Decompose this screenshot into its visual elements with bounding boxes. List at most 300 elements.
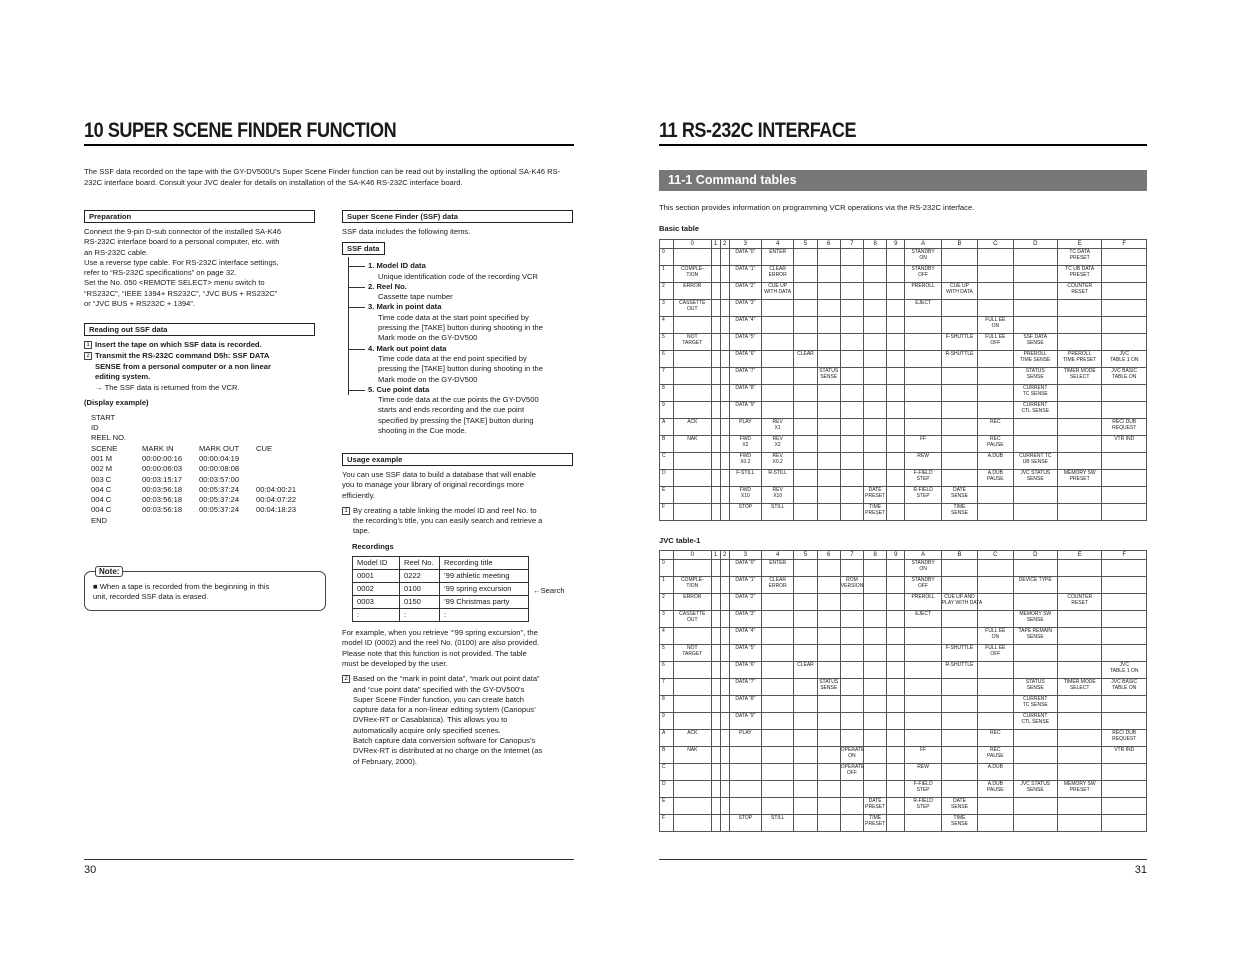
command-row <box>660 385 1147 402</box>
command-cell: TIME PRESET <box>864 504 887 521</box>
command-cell <box>817 317 840 334</box>
command-cell <box>711 815 720 832</box>
bracket-tick <box>348 307 365 308</box>
command-cell <box>817 453 840 470</box>
command-cell <box>674 249 711 266</box>
command-cell <box>1013 283 1057 300</box>
command-cell <box>864 560 887 577</box>
command-cell <box>864 402 887 419</box>
command-cell <box>720 594 729 611</box>
command-cell <box>905 679 941 696</box>
command-cell: MEMORY SW PRESET <box>1057 781 1101 798</box>
command-cell <box>711 730 720 747</box>
display-cell <box>199 433 256 443</box>
command-column-header: 6 <box>817 240 840 249</box>
command-cell <box>887 747 905 764</box>
command-row-header: 9 <box>660 402 674 419</box>
command-cell <box>941 560 977 577</box>
command-cell <box>1102 713 1147 730</box>
command-cell <box>840 662 863 679</box>
command-cell: DATA “1” <box>729 266 761 283</box>
command-cell <box>794 419 817 436</box>
command-cell <box>840 628 863 645</box>
command-cell <box>978 283 1013 300</box>
command-cell <box>1102 628 1147 645</box>
command-cell <box>794 266 817 283</box>
command-cell <box>1102 504 1147 521</box>
command-cell: F-SHUTTLE <box>941 334 977 351</box>
command-cell <box>794 713 817 730</box>
command-cell: R-SHUTTLE <box>941 351 977 368</box>
command-row <box>660 300 1147 317</box>
command-cell <box>817 628 840 645</box>
command-cell: STILL <box>762 504 794 521</box>
command-cell: F-FIELD STEP <box>905 470 941 487</box>
command-cell <box>840 300 863 317</box>
bracket-tick <box>348 390 365 391</box>
command-cell <box>674 662 711 679</box>
command-cell <box>817 815 840 832</box>
command-cell <box>978 798 1013 815</box>
display-cell: MARK IN <box>142 443 174 453</box>
command-cell <box>864 300 887 317</box>
command-cell <box>1013 594 1057 611</box>
command-cell <box>1102 611 1147 628</box>
command-column-header: 5 <box>794 551 817 560</box>
command-cell <box>905 334 941 351</box>
command-cell: STANDBY ON <box>905 560 941 577</box>
command-cell <box>711 453 720 470</box>
command-cell <box>1102 577 1147 594</box>
command-cell <box>1013 300 1057 317</box>
command-cell: JVC TABLE 1 ON <box>1102 351 1147 368</box>
command-cell: REV X0.2 <box>762 453 794 470</box>
note-text <box>93 582 317 602</box>
command-row-header: 5 <box>660 645 674 662</box>
command-cell <box>978 696 1013 713</box>
command-row <box>660 283 1147 300</box>
command-cell <box>817 470 840 487</box>
command-cell: F-FIELD STEP <box>905 781 941 798</box>
command-column-header: 3 <box>729 551 761 560</box>
bracket-tick <box>348 266 365 267</box>
command-column-header: C <box>978 240 1013 249</box>
command-cell <box>674 628 711 645</box>
command-cell <box>864 453 887 470</box>
recordings-cell: Model ID <box>353 557 400 570</box>
command-cell <box>864 266 887 283</box>
command-cell <box>720 249 729 266</box>
command-cell <box>1102 798 1147 815</box>
display-cell: 004 C <box>91 505 112 515</box>
command-cell <box>864 628 887 645</box>
command-cell <box>711 249 720 266</box>
command-cell <box>978 560 1013 577</box>
command-cell: OPERATE OFF <box>840 764 863 781</box>
command-cell <box>817 560 840 577</box>
command-cell <box>762 713 794 730</box>
display-cell <box>199 516 256 526</box>
command-cell <box>794 334 817 351</box>
command-cell: CLEAR ERROR <box>762 266 794 283</box>
command-row-header: 1 <box>660 577 674 594</box>
command-cell <box>1057 747 1101 764</box>
display-example-heading: (Display example) <box>84 398 149 408</box>
command-row-header: 2 <box>660 283 674 300</box>
command-cell <box>840 487 863 504</box>
command-cell <box>794 249 817 266</box>
command-row-header: D <box>660 470 674 487</box>
command-cell: EJECT <box>905 300 941 317</box>
step-text: Insert the tape on which SSF data is recorded. <box>95 340 262 349</box>
command-cell: DATA “5” <box>729 645 761 662</box>
display-example-table <box>91 413 306 526</box>
command-column-header: 4 <box>762 551 794 560</box>
command-row <box>660 560 1147 577</box>
command-column-header: 7 <box>840 551 863 560</box>
command-row-header: A <box>660 419 674 436</box>
command-cell <box>941 730 977 747</box>
command-cell <box>1102 453 1147 470</box>
command-cell <box>794 436 817 453</box>
command-cell <box>840 368 863 385</box>
ssf-item <box>348 385 573 436</box>
command-row-header: C <box>660 453 674 470</box>
command-cell <box>1013 317 1057 334</box>
command-cell <box>817 249 840 266</box>
command-intro: This section provides information on programming VCR operations via the RS-232C interface. <box>659 203 975 212</box>
command-cell <box>711 560 720 577</box>
command-cell: STANDBY OFF <box>905 577 941 594</box>
command-cell <box>711 487 720 504</box>
command-cell: VTR IND <box>1102 436 1147 453</box>
command-cell <box>720 283 729 300</box>
page-title: 11 RS-232C INTERFACE <box>659 119 857 142</box>
command-cell <box>720 815 729 832</box>
command-row-header: 7 <box>660 368 674 385</box>
command-row-header: 9 <box>660 713 674 730</box>
command-cell <box>720 679 729 696</box>
text-line: tape. <box>353 526 370 536</box>
command-cell <box>674 368 711 385</box>
command-row-header: 8 <box>660 385 674 402</box>
recordings-cell: 0001 <box>353 570 400 583</box>
command-column-header: 9 <box>887 551 905 560</box>
command-cell <box>978 594 1013 611</box>
usage-heading: Usage example <box>342 453 573 466</box>
command-cell <box>864 368 887 385</box>
command-row <box>660 368 1147 385</box>
command-cell <box>1057 402 1101 419</box>
display-cell <box>256 413 306 423</box>
command-cell <box>941 249 977 266</box>
command-cell <box>941 368 977 385</box>
command-cell <box>762 662 794 679</box>
display-cell <box>142 413 199 423</box>
command-cell <box>887 594 905 611</box>
display-cell: 00:03:15:17 <box>142 474 183 484</box>
command-cell <box>887 764 905 781</box>
display-row <box>91 485 306 495</box>
display-cell <box>256 433 306 443</box>
command-cell <box>864 764 887 781</box>
command-cell <box>762 594 794 611</box>
command-cell: A.DUB PAUSE <box>978 470 1013 487</box>
usage-item-1 <box>342 506 573 537</box>
command-cell <box>941 781 977 798</box>
display-row <box>91 475 306 485</box>
command-cell <box>817 594 840 611</box>
command-cell: R-FIELD STEP <box>905 798 941 815</box>
command-row-header: B <box>660 436 674 453</box>
command-cell <box>905 713 941 730</box>
text-line: Super Scene Finder function, you can create batch <box>353 694 524 704</box>
command-row <box>660 662 1147 679</box>
command-cell <box>711 283 720 300</box>
command-cell <box>762 679 794 696</box>
command-column-header: 1 <box>711 240 720 249</box>
command-cell <box>720 436 729 453</box>
command-cell <box>1057 334 1101 351</box>
command-column-header: A <box>905 240 941 249</box>
command-cell <box>720 487 729 504</box>
command-cell <box>905 351 941 368</box>
command-cell <box>720 351 729 368</box>
ssf-item-title: 3. Mark in point data <box>368 302 442 312</box>
command-cell: DATA “9” <box>729 402 761 419</box>
command-cell <box>1057 419 1101 436</box>
command-cell: REC <box>978 730 1013 747</box>
command-cell <box>905 317 941 334</box>
display-cell: 002 M <box>91 464 113 474</box>
ssf-item-title: 2. Reel No. <box>368 281 407 291</box>
item-text <box>353 506 542 537</box>
command-cell <box>1102 487 1147 504</box>
command-cell <box>887 266 905 283</box>
command-cell: PLAY <box>729 730 761 747</box>
display-row <box>91 454 306 464</box>
command-cell <box>711 679 720 696</box>
recordings-cell: : <box>440 609 529 622</box>
command-cell <box>978 402 1013 419</box>
command-cell <box>762 645 794 662</box>
ssf-item-desc: Mark mode on the GY-DV500 <box>378 374 478 384</box>
command-column-header: 8 <box>864 551 887 560</box>
command-cell: STOP <box>729 504 761 521</box>
command-cell <box>864 594 887 611</box>
command-cell: JVC STATUS SENSE <box>1013 781 1057 798</box>
command-cell <box>794 798 817 815</box>
command-cell <box>978 249 1013 266</box>
command-cell <box>887 611 905 628</box>
command-cell <box>887 334 905 351</box>
command-cell <box>794 696 817 713</box>
command-cell: PLAY <box>729 419 761 436</box>
command-cell <box>941 385 977 402</box>
command-cell <box>887 351 905 368</box>
command-row-header: E <box>660 487 674 504</box>
command-row-header: D <box>660 781 674 798</box>
command-cell <box>978 815 1013 832</box>
command-cell <box>762 764 794 781</box>
command-cell <box>1102 781 1147 798</box>
command-row-header: 7 <box>660 679 674 696</box>
command-cell: NAK <box>674 747 711 764</box>
command-cell <box>711 470 720 487</box>
command-cell: TC UB DATA PRESET <box>1057 266 1101 283</box>
command-column-header: D <box>1013 240 1057 249</box>
command-cell <box>729 798 761 815</box>
command-cell: JVC TABLE 1 ON <box>1102 662 1147 679</box>
text-line: and “cue point data” specified with the GY-DV500’s <box>353 684 525 694</box>
display-cell: ID <box>91 423 99 433</box>
command-cell <box>720 696 729 713</box>
display-cell <box>142 433 199 443</box>
command-cell <box>674 351 711 368</box>
command-cell <box>817 696 840 713</box>
command-cell <box>840 730 863 747</box>
command-cell <box>887 713 905 730</box>
text-line: DVRex-RT is distributed at no charge on the Internet (as <box>353 746 543 756</box>
command-cell <box>720 645 729 662</box>
command-cell <box>794 781 817 798</box>
command-row-header: F <box>660 815 674 832</box>
command-cell: PREROLL TIME PRESET <box>1057 351 1101 368</box>
text-line: the recording’s title, you can easily search and retrieve a <box>353 516 543 526</box>
command-column-header: 8 <box>864 240 887 249</box>
command-cell <box>840 713 863 730</box>
command-cell <box>720 385 729 402</box>
command-cell <box>794 747 817 764</box>
command-cell <box>941 713 977 730</box>
command-cell <box>1102 266 1147 283</box>
command-cell <box>840 334 863 351</box>
command-cell <box>794 300 817 317</box>
command-cell <box>1013 764 1057 781</box>
command-cell: DATA “4” <box>729 317 761 334</box>
command-cell <box>817 798 840 815</box>
recordings-cell: Recording title <box>440 557 529 570</box>
command-cell: R-FIELD STEP <box>905 487 941 504</box>
command-cell <box>794 453 817 470</box>
command-cell <box>1057 696 1101 713</box>
ssf-item <box>348 302 573 343</box>
command-cell <box>840 436 863 453</box>
command-cell: ENTER <box>762 560 794 577</box>
command-cell: FWD X10 <box>729 487 761 504</box>
display-row <box>91 516 306 526</box>
command-cell <box>887 317 905 334</box>
command-cell <box>864 577 887 594</box>
command-cell <box>941 747 977 764</box>
command-cell <box>887 283 905 300</box>
command-cell <box>1057 560 1101 577</box>
command-cell <box>794 730 817 747</box>
command-cell <box>762 747 794 764</box>
command-cell <box>1102 317 1147 334</box>
command-cell: ERROR <box>674 594 711 611</box>
display-cell <box>256 454 306 464</box>
jvc-command-table <box>659 550 1147 832</box>
command-cell <box>1102 249 1147 266</box>
command-cell <box>840 385 863 402</box>
command-cell: STATUS SENSE <box>1013 679 1057 696</box>
command-cell <box>817 402 840 419</box>
display-cell: 00:03:56:18 <box>142 495 183 505</box>
text-line: unit, recorded SSF data is erased. <box>93 592 209 601</box>
recordings-cell: 0100 <box>400 583 440 596</box>
text-line: Based on the “mark in point data”, “mark out point data” <box>353 674 540 684</box>
recordings-row <box>353 570 529 583</box>
command-cell <box>864 470 887 487</box>
ssf-item-title: 5. Cue point data <box>368 384 430 394</box>
command-cell <box>905 628 941 645</box>
command-cell: CURRENT TC UB SENSE <box>1013 453 1057 470</box>
command-cell <box>1102 645 1147 662</box>
display-cell <box>199 413 256 423</box>
command-cell <box>887 385 905 402</box>
recordings-row <box>353 583 529 596</box>
display-cell: 001 M <box>91 453 113 463</box>
command-cell <box>887 419 905 436</box>
command-row <box>660 764 1147 781</box>
command-row <box>660 402 1147 419</box>
command-cell <box>840 696 863 713</box>
command-cell: CASSETTE OUT <box>674 300 711 317</box>
command-row-header: F <box>660 504 674 521</box>
command-cell <box>941 300 977 317</box>
ssf-data-list <box>348 261 573 436</box>
command-column-header: 3 <box>729 240 761 249</box>
command-cell: MEMORY SW SENSE <box>1013 611 1057 628</box>
command-cell <box>720 317 729 334</box>
command-cell <box>1013 815 1057 832</box>
command-cell <box>711 798 720 815</box>
command-cell <box>887 662 905 679</box>
command-cell: DATA “8” <box>729 385 761 402</box>
command-cell <box>905 419 941 436</box>
command-cell <box>720 368 729 385</box>
command-cell: REW <box>905 453 941 470</box>
ssf-item-desc: Unique identification code of the recording VCR <box>378 271 538 281</box>
ssf-item <box>348 344 573 385</box>
command-cell <box>1057 662 1101 679</box>
command-cell <box>978 662 1013 679</box>
ssf-item <box>348 282 573 303</box>
command-cell <box>887 402 905 419</box>
command-cell <box>864 713 887 730</box>
command-cell <box>817 266 840 283</box>
display-cell: 00:00:08:08 <box>199 464 240 474</box>
command-cell <box>674 713 711 730</box>
command-cell <box>978 266 1013 283</box>
command-cell <box>762 334 794 351</box>
command-cell: TIMER MODE SELECT <box>1057 368 1101 385</box>
display-cell: 003 C <box>91 474 112 484</box>
command-cell <box>887 368 905 385</box>
command-cell <box>1013 487 1057 504</box>
command-cell <box>840 798 863 815</box>
command-row <box>660 436 1147 453</box>
command-cell <box>711 747 720 764</box>
command-cell <box>864 781 887 798</box>
footer-rule <box>659 859 1147 860</box>
command-cell <box>840 815 863 832</box>
command-header-row <box>660 240 1147 249</box>
command-column-header: E <box>1057 240 1101 249</box>
command-cell <box>1013 645 1057 662</box>
command-cell <box>864 283 887 300</box>
